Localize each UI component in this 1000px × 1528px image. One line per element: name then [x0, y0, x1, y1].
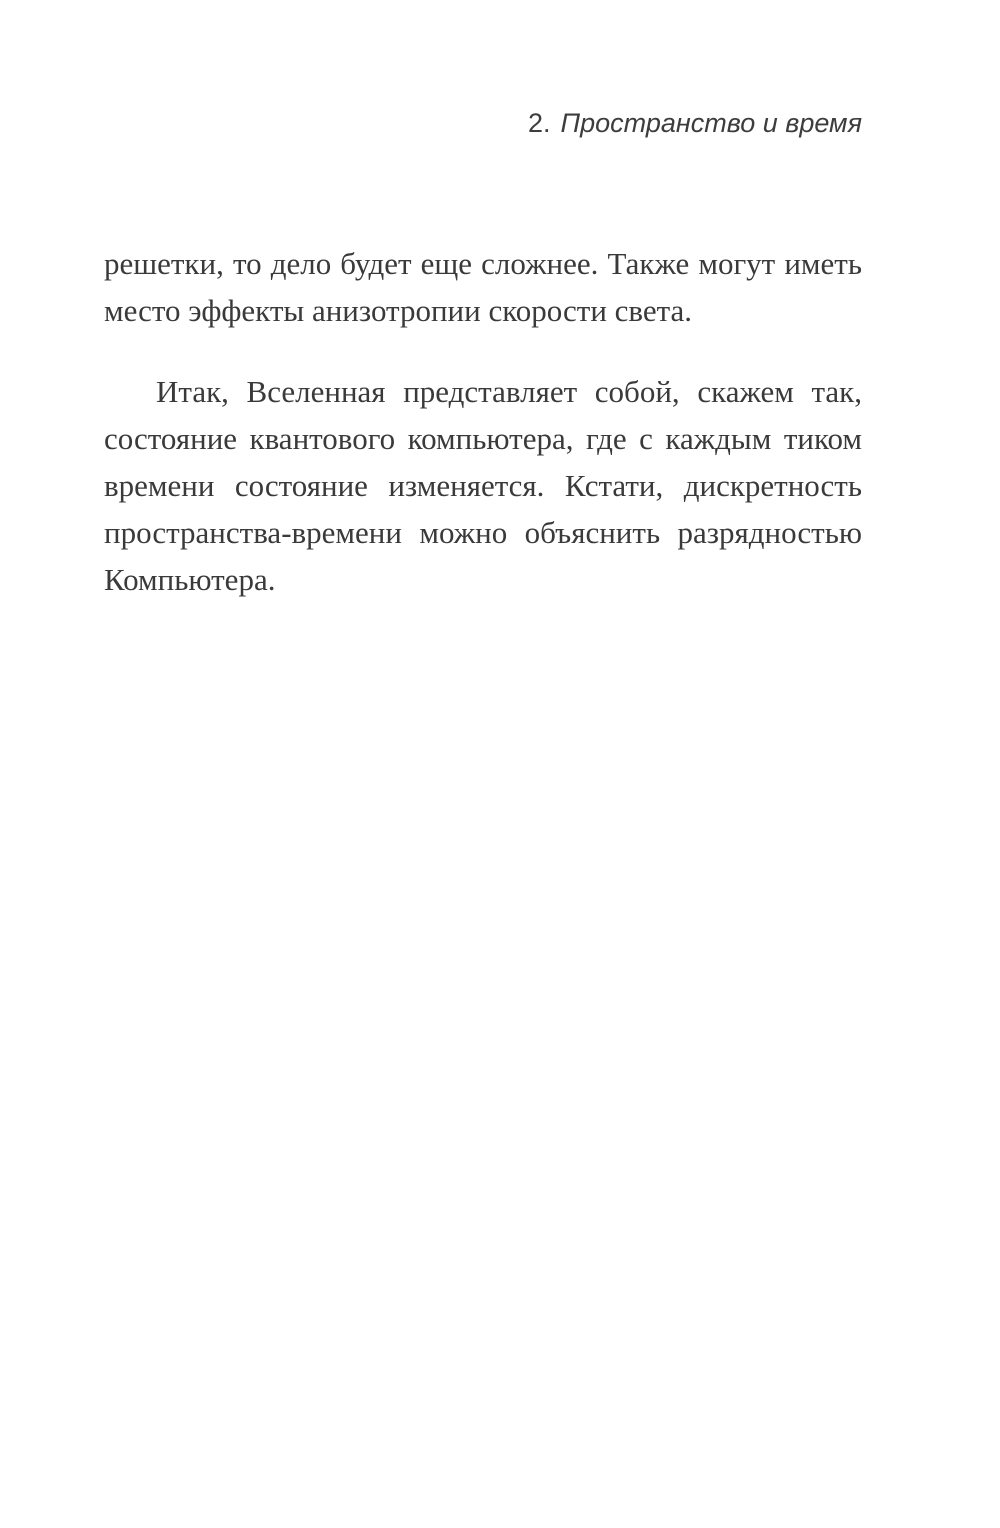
chapter-number: 2.: [528, 108, 551, 138]
paragraph: Итак, Вселенная представляет собой, скажем так, состояние квантового компьютера, где с каждым тиком времени состояние изменяется. Кстати, дискретность пространства-времени можно объяснить разрядностью Компьютера.: [104, 374, 862, 597]
chapter-title: Пространство и время: [560, 108, 862, 138]
paragraph: решетки, то дело будет еще сложнее. Также могут иметь место эффекты анизотропии скорости света.: [104, 246, 862, 328]
body-text: [104, 240, 862, 603]
running-header: [528, 108, 862, 139]
